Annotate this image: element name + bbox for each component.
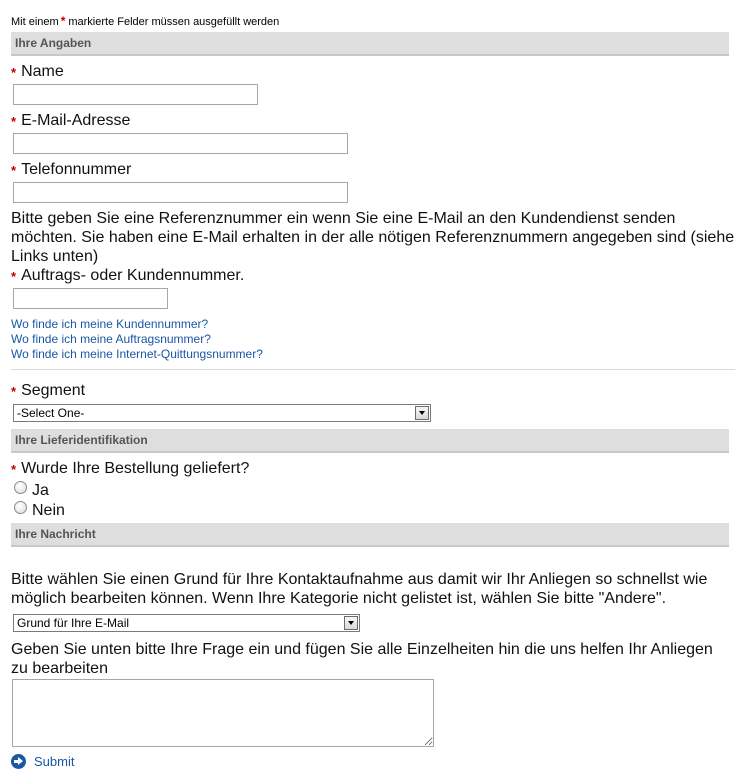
reason-selected-value: Grund für Ihre E-Mail: [17, 616, 130, 630]
email-label: * E-Mail-Adresse: [11, 112, 131, 129]
phone-input[interactable]: [13, 182, 348, 203]
help-link-receipt-number[interactable]: Wo finde ich meine Internet-Quittungsnummer?: [11, 347, 263, 361]
reference-info-text: Bitte geben Sie eine Referenznummer ein wenn Sie eine E-Mail an den Kundendienst senden möchten. Sie haben eine E-Mail erhalten in der alle nötigen Referenznummern angegeben sind (siehe Links unten): [11, 210, 735, 265]
radio-button-nein[interactable]: [14, 501, 27, 514]
required-star-icon: *: [11, 462, 17, 477]
phone-label: * Telefonnummer: [11, 161, 132, 178]
chevron-down-icon[interactable]: [344, 616, 358, 630]
email-input[interactable]: [13, 133, 348, 154]
order-number-label: * Auftrags- oder Kundennummer.: [11, 267, 245, 284]
required-star-icon: *: [60, 14, 66, 28]
name-input[interactable]: [13, 84, 258, 105]
radio-option-ja[interactable]: Ja: [14, 481, 49, 500]
required-star-icon: *: [11, 163, 17, 178]
segment-label: * Segment: [11, 382, 86, 399]
segment-selected-value: -Select One-: [17, 406, 85, 420]
submit-button[interactable]: [11, 754, 74, 769]
required-note-after: markierte Felder müssen ausgefüllt werden: [68, 16, 280, 28]
reason-select[interactable]: [13, 614, 360, 632]
chevron-down-icon[interactable]: [415, 406, 429, 420]
question-info-text: Geben Sie unten bitte Ihre Frage ein und fügen Sie alle Einzelheiten hin die uns helfen Ihr Anliegen zu bearbeiten: [11, 641, 713, 677]
section-header-message: Ihre Nachricht: [11, 523, 729, 547]
reason-info-text: Bitte wählen Sie einen Grund für Ihre Kontaktaufnahme aus damit wir Ihr Anliegen so schnellst wie möglich bearbeiten können. Wenn Ihre Kategorie nicht gelistet ist, wählen Sie bitte "Andere".: [11, 571, 708, 607]
required-star-icon: *: [11, 114, 17, 129]
order-number-input[interactable]: [13, 288, 168, 309]
required-star-icon: *: [11, 269, 17, 284]
help-link-order-number[interactable]: Wo finde ich meine Auftragsnummer?: [11, 332, 211, 346]
name-label: * Name: [11, 63, 64, 80]
required-note-before: Mit einem: [11, 16, 59, 28]
required-note: [11, 14, 279, 28]
section-header-details: Ihre Angaben: [11, 32, 729, 56]
segment-select[interactable]: [13, 404, 431, 422]
delivery-question-label: * Wurde Ihre Bestellung geliefert?: [11, 460, 250, 477]
radio-button-ja[interactable]: [14, 481, 27, 494]
section-header-delivery: Ihre Lieferidentifikation: [11, 429, 729, 453]
radio-option-nein[interactable]: Nein: [14, 501, 65, 520]
arrow-right-icon[interactable]: [11, 754, 26, 769]
divider: [11, 369, 735, 370]
help-link-customer-number[interactable]: Wo finde ich meine Kundennummer?: [11, 317, 209, 331]
submit-label: Submit: [34, 754, 75, 769]
message-textarea[interactable]: [12, 679, 434, 747]
required-star-icon: *: [11, 65, 17, 80]
required-star-icon: *: [11, 384, 17, 399]
